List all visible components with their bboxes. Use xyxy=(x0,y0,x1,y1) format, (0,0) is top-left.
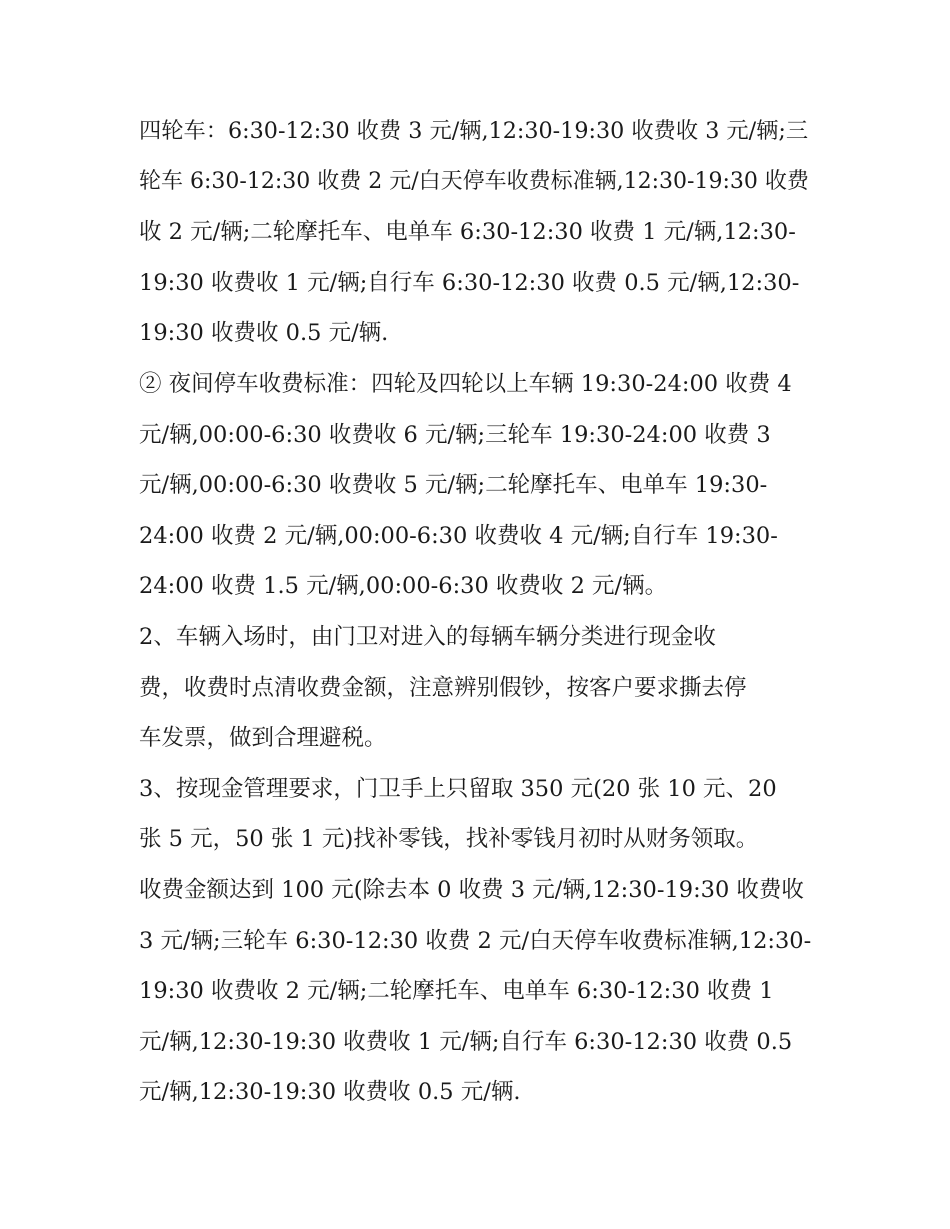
document-body xyxy=(139,106,811,1118)
text-line: 元/辆,12:30-19:30 收费收 0.5 元/辆. xyxy=(139,1079,521,1106)
text-line: 元/辆,12:30-19:30 收费收 1 元/辆;自行车 6:30-12:30 收费 0.5 xyxy=(139,1028,793,1055)
text-line: 24:00 收费 2 元/辆,00:00-6:30 收费收 4 元/辆;自行车 19:30- xyxy=(139,522,778,549)
text-line: 车发票，做到合理避税。 xyxy=(139,725,387,752)
text-line: 19:30 收费收 0.5 元/辆. xyxy=(139,320,389,347)
text-line: 轮车 6:30-12:30 收费 2 元/白天停车收费标准辆,12:30-19:30 收费 xyxy=(139,168,809,194)
text-line: 24:00 收费 1.5 元/辆,00:00-6:30 收费收 2 元/辆。 xyxy=(139,573,668,600)
text-line: 四轮车：6:30-12:30 收费 3 元/辆,12:30-19:30 收费收 3 元/辆;三 xyxy=(139,118,809,144)
text-line: 元/辆,00:00-6:30 收费收 6 元/辆;三轮车 19:30-24:00 收费 3 xyxy=(139,421,771,448)
text-line: 元/辆,00:00-6:30 收费收 5 元/辆;二轮摩托车、电单车 19:30- xyxy=(139,472,768,499)
text-line: 3、按现金管理要求，门卫手上只留取 350 元(20 张 10 元、20 xyxy=(139,775,777,802)
text-line: 19:30 收费收 1 元/辆;自行车 6:30-12:30 收费 0.5 元/辆,12:30- xyxy=(139,269,800,296)
text-line: 收费金额达到 100 元(除去本 0 收费 3 元/辆,12:30-19:30 收费收 xyxy=(139,876,804,903)
text-line: 2、车辆入场时，由门卫对进入的每辆车辆分类进行现金收 xyxy=(139,623,716,650)
text-line: 费，收费时点清收费金额，注意辨别假钞，按客户要求撕去停 xyxy=(139,674,747,701)
text-line: 19:30 收费收 2 元/辆;二轮摩托车、电单车 6:30-12:30 收费 1 xyxy=(139,978,774,1005)
text-line: 张 5 元，50 张 1 元)找补零钱，找补零钱月初时从财务领取。 xyxy=(139,826,759,853)
text-line: ② 夜间停车收费标准：四轮及四轮以上车辆 19:30-24:00 收费 4 xyxy=(139,370,792,397)
text-line: 3 元/辆;三轮车 6:30-12:30 收费 2 元/白天停车收费标准辆,12:30- xyxy=(139,927,812,954)
text-line: 收 2 元/辆;二轮摩托车、电单车 6:30-12:30 收费 1 元/辆,12:30- xyxy=(139,219,796,246)
